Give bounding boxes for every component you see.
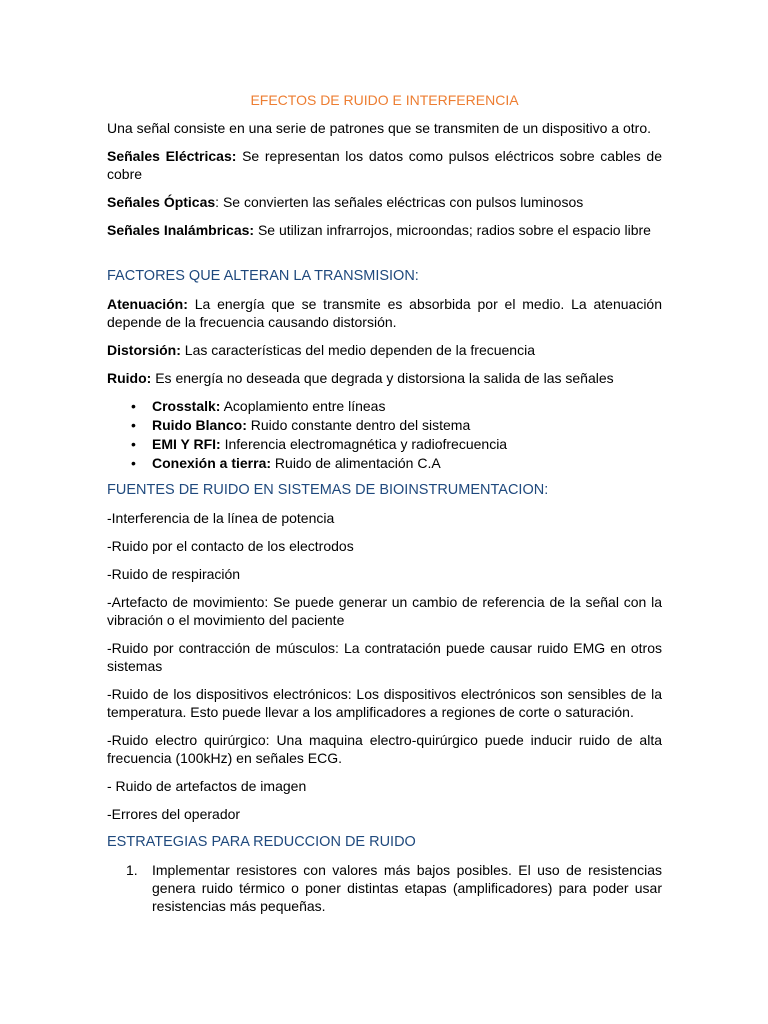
source-item: -Ruido por contracción de músculos: La contratación puede causar ruido EMG en otros sistemas — [107, 640, 662, 674]
list-item — [131, 397, 662, 416]
factor-attenuation-term: Atenuación: — [107, 296, 188, 312]
factor-noise — [107, 369, 662, 387]
strategies-heading: ESTRATEGIAS PARA REDUCCION DE RUIDO — [107, 834, 416, 850]
signal-optical-term: Señales Ópticas — [107, 194, 216, 210]
sources-heading: FUENTES DE RUIDO EN SISTEMAS DE BIOINSTRUMENTACION: — [107, 482, 549, 498]
factor-noise-text: Es energía no deseada que degrada y distorsiona la salida de las señales — [151, 370, 614, 386]
bullet-icon: • — [131, 398, 136, 414]
list-item-text: Acoplamiento entre líneas — [220, 398, 386, 414]
list-item-term: Conexión a tierra: — [152, 455, 272, 471]
intro-paragraph: Una señal consiste en una serie de patrones que se transmiten de un dispositivo a otro. — [107, 120, 651, 136]
source-item: -Ruido por el contacto de los electrodos — [107, 538, 354, 554]
signal-electric-term: Señales Eléctricas: — [107, 148, 237, 164]
source-item: -Ruido electro quirúrgico: Una maquina electro-quirúrgico puede inducir ruido de alta frecuencia (100kHz) en señales ECG. — [107, 732, 662, 766]
factor-noise-term: Ruido: — [107, 370, 152, 386]
signal-electric-text: Se representan los datos como pulsos eléctricos sobre cables de cobre — [107, 148, 662, 182]
list-item-text: Implementar resistores con valores más bajos posibles. El uso de resistencias genera ruido térmico o poner distintas etapas (amplificadores) para poder usar resistencias más pequeñas. — [152, 862, 662, 914]
source-item: -Ruido de los dispositivos electrónicos: Los dispositivos electrónicos son sensibles de la temperatura. Esto puede llevar a los amplificadores a regiones de corte o saturación. — [107, 686, 662, 720]
list-item-term: Ruido Blanco: — [152, 417, 247, 433]
list-item-term: EMI Y RFI: — [152, 436, 221, 452]
factor-distortion-text: Las características del medio dependen de la frecuencia — [180, 342, 535, 358]
document-body — [107, 91, 662, 915]
source-item: -Errores del operador — [107, 806, 241, 822]
bullet-icon: • — [131, 455, 136, 471]
factors-heading: FACTORES QUE ALTERAN LA TRANSMISION: — [107, 268, 419, 284]
strategies-list — [107, 861, 662, 915]
document-title: EFECTOS DE RUIDO E INTERFERENCIA — [250, 92, 519, 108]
signal-wireless — [107, 221, 662, 239]
noise-types-list — [107, 397, 662, 473]
source-item: -Artefacto de movimiento: Se puede generar un cambio de referencia de la señal con la vibración o el movimiento del paciente — [107, 594, 662, 628]
signal-optical — [107, 193, 662, 211]
signal-wireless-text: Se utilizan infrarrojos, microondas; radios sobre el espacio libre — [254, 222, 651, 238]
source-item: - Ruido de artefactos de imagen — [107, 778, 307, 794]
list-item-term: Crosstalk: — [152, 398, 221, 414]
list-item-text: Ruido constante dentro del sistema — [246, 417, 471, 433]
signal-wireless-term: Señales Inalámbricas: — [107, 222, 255, 238]
signal-optical-text: : Se convierten las señales eléctricas con pulsos luminosos — [215, 194, 584, 210]
factor-distortion-term: Distorsión: — [107, 342, 181, 358]
list-item-number: 1. — [126, 862, 138, 878]
list-item — [126, 861, 662, 915]
list-item-text: Ruido de alimentación C.A — [271, 455, 441, 471]
factor-attenuation — [107, 295, 662, 331]
factor-distortion — [107, 341, 662, 359]
signal-electric — [107, 147, 662, 183]
bullet-icon: • — [131, 436, 136, 452]
source-item: -Interferencia de la línea de potencia — [107, 510, 335, 526]
bullet-icon: • — [131, 417, 136, 433]
list-item — [131, 416, 662, 435]
list-item — [131, 454, 662, 473]
list-item — [131, 435, 662, 454]
factor-attenuation-text: La energía que se transmite es absorbida por el medio. La atenuación depende de la frecuencia causando distorsión. — [107, 296, 662, 330]
list-item-text: Inferencia electromagnética y radiofrecuencia — [220, 436, 508, 452]
source-item: -Ruido de respiración — [107, 566, 241, 582]
